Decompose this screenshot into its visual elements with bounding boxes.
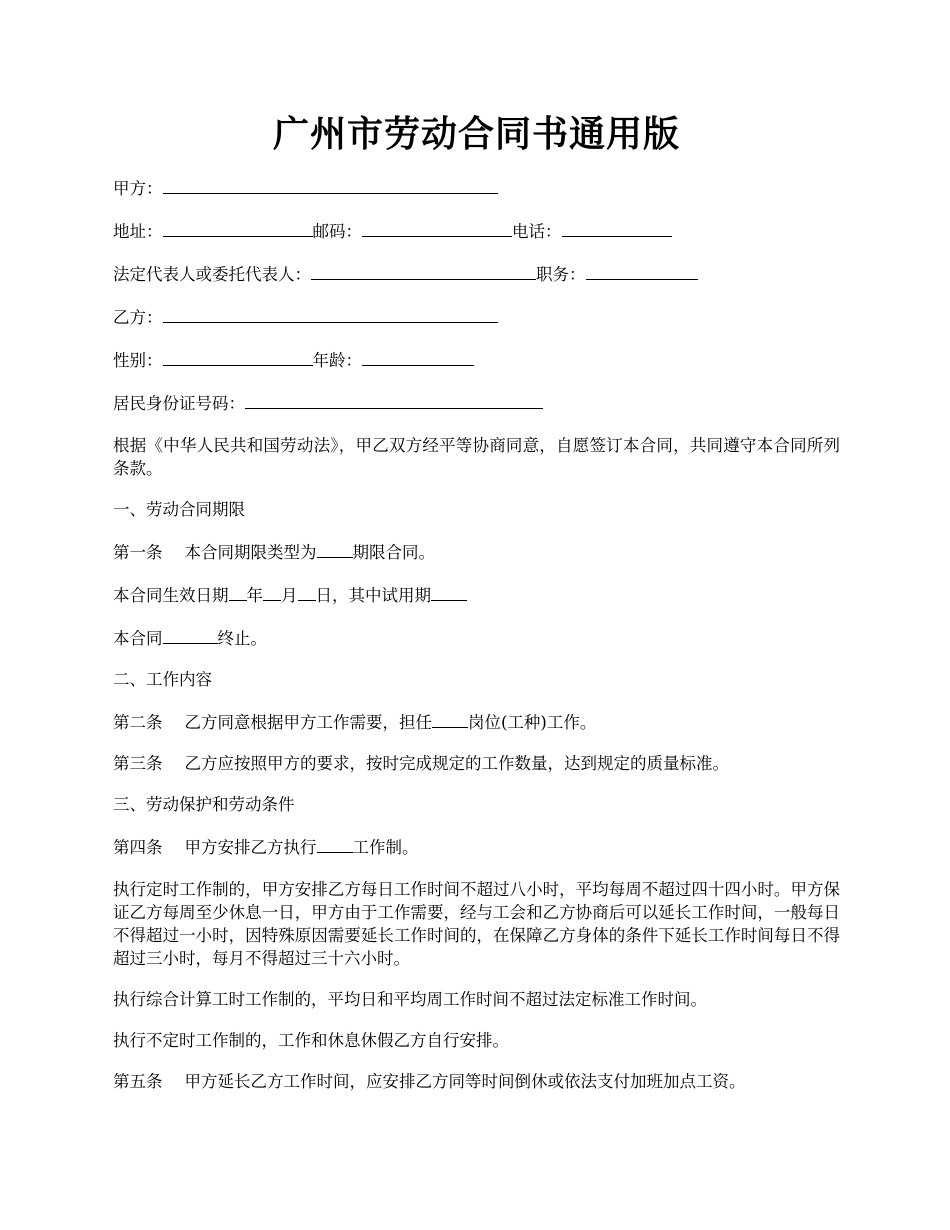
- legal-rep-blank[interactable]: [311, 262, 536, 280]
- postcode-blank[interactable]: [362, 219, 512, 237]
- article-3-text: 乙方应按照甲方的要求，按时完成规定的工作数量，达到规定的质量标准。: [184, 754, 729, 773]
- address-line: [113, 219, 840, 243]
- party-a-line: [113, 176, 840, 200]
- section1-heading: 一、劳动合同期限: [113, 500, 245, 519]
- address-label: 地址：: [113, 222, 163, 241]
- article-1-text-a: 本合同期限类型为: [184, 543, 317, 562]
- party-b-label: 乙方：: [113, 308, 163, 327]
- section3-heading: 三、劳动保护和劳动条件: [113, 795, 295, 814]
- article-3: [113, 753, 840, 775]
- article-2-label: 第二条: [113, 713, 163, 732]
- termination-blank[interactable]: [163, 626, 218, 644]
- article-4-text-b: 工作制。: [352, 838, 419, 857]
- postcode-label: 邮码：: [312, 222, 362, 241]
- article-2-text-b: 岗位(工种)工作。: [468, 713, 597, 732]
- gender-label: 性别：: [113, 351, 163, 370]
- day-blank[interactable]: [298, 583, 316, 601]
- termination-text-b: 终止。: [217, 629, 267, 648]
- termination-text-a: 本合同: [113, 629, 163, 648]
- flexible-hours-paragraph: 执行不定时工作制的，工作和休息休假乙方自行安排。: [113, 1031, 509, 1050]
- phone-blank[interactable]: [562, 219, 672, 237]
- article-2-text-a: 乙方同意根据甲方工作需要，担任: [184, 713, 432, 732]
- article-1-label: 第一条: [113, 543, 163, 562]
- month-label: 月: [281, 586, 298, 605]
- termination-line: [113, 626, 840, 650]
- gender-age-line: [113, 348, 840, 372]
- month-blank[interactable]: [263, 583, 281, 601]
- article-5-label: 第五条: [113, 1072, 163, 1091]
- year-label: 年: [246, 586, 263, 605]
- effective-date-line: [113, 583, 840, 607]
- article-4-text-a: 甲方安排乙方执行: [184, 838, 317, 857]
- article-1: [113, 540, 840, 564]
- article-2: [113, 710, 840, 734]
- section2-heading: 二、工作内容: [113, 670, 212, 689]
- probation-blank[interactable]: [431, 583, 467, 601]
- position-blank[interactable]: [586, 262, 698, 280]
- party-a-blank[interactable]: [163, 176, 498, 194]
- address-blank[interactable]: [163, 219, 313, 237]
- legal-rep-label: 法定代表人或委托代表人：: [113, 265, 311, 284]
- year-blank[interactable]: [229, 583, 247, 601]
- age-blank[interactable]: [362, 348, 474, 366]
- article-5: [113, 1071, 840, 1093]
- post-blank[interactable]: [432, 710, 468, 728]
- article-4-label: 第四条: [113, 838, 163, 857]
- comprehensive-hours-paragraph: 执行综合计算工时工作制的，平均日和平均周工作时间不超过法定标准工作时间。: [113, 990, 707, 1009]
- legal-rep-line: [113, 262, 840, 286]
- age-label: 年龄：: [312, 351, 362, 370]
- id-number-label: 居民身份证号码：: [113, 394, 245, 413]
- position-label: 职务：: [536, 265, 586, 284]
- party-b-blank[interactable]: [163, 305, 498, 323]
- id-number-blank[interactable]: [245, 391, 543, 409]
- id-number-line: [113, 391, 840, 415]
- day-probation-label: 日，其中试用期: [315, 586, 431, 605]
- party-a-label: 甲方：: [113, 179, 163, 198]
- document-title: 广州市劳动合同书通用版: [272, 113, 680, 155]
- preamble: 根据《中华人民共和国劳动法》，甲乙双方经平等协商同意，自愿签订本合同，共同遵守本合同所列条款。: [113, 436, 840, 478]
- article-1-text-b: 期限合同。: [352, 543, 435, 562]
- effective-date-text: 本合同生效日期: [113, 586, 229, 605]
- contract-type-blank[interactable]: [317, 540, 353, 558]
- fixed-hours-paragraph: 执行定时工作制的，甲方安排乙方每日工作时间不超过八小时，平均每周不超过四十四小时。甲方保证乙方每周至少休息一日，甲方由于工作需要，经与工会和乙方协商后可以延长工作时间，一般每日不得超过一小时，因特殊原因需要延长工作时间的，在保障乙方身体的条件下延长工作时间每日不得超过三小时，每月不得超过三十六小时。: [113, 880, 840, 968]
- gender-blank[interactable]: [163, 348, 313, 366]
- article-5-text: 甲方延长乙方工作时间，应安排乙方同等时间倒休或依法支付加班加点工资。: [184, 1072, 746, 1091]
- phone-label: 电话：: [512, 222, 562, 241]
- party-b-line: [113, 305, 840, 329]
- article-4: [113, 835, 840, 859]
- work-system-blank[interactable]: [317, 835, 353, 853]
- article-3-label: 第三条: [113, 754, 163, 773]
